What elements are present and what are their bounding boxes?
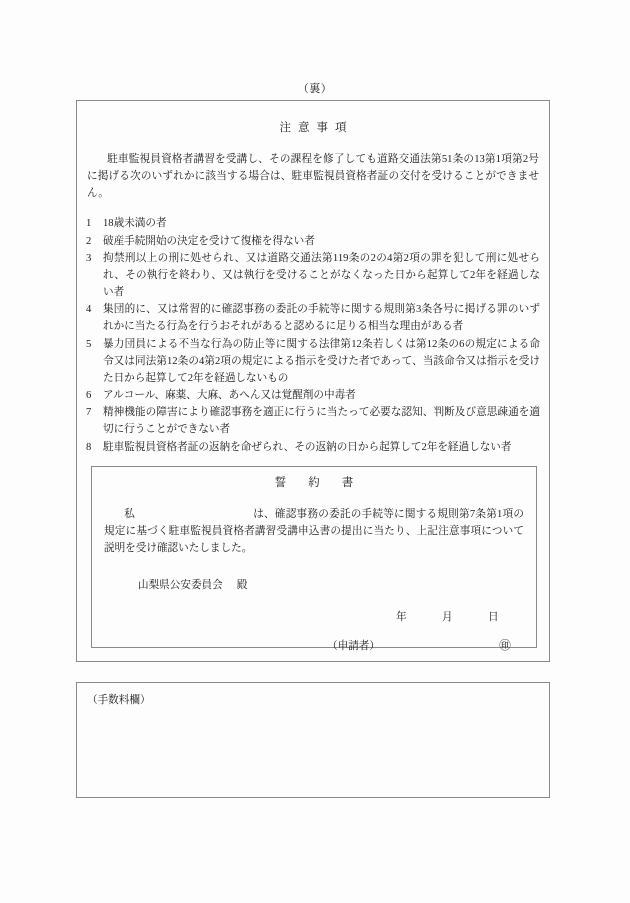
applicant-signature-line [92, 637, 512, 653]
list-item-text: アルコール、麻薬、大麻、あへん又は覚醒剤の中毒者 [103, 390, 356, 402]
list-item-text: 暴力団員による不当な行為の防止等に関する法律第12条若しくは第12条の6の規定による命令又は同法第12条の4第2項の規定による指示を受けた者であって、当該命令又は指示を受けた日から起算して2年を経過しないもの [103, 338, 540, 384]
list-item [86, 250, 540, 301]
list-item [86, 439, 540, 456]
list-item-number: 5 [86, 338, 92, 350]
applicant-label: （申請者） [327, 640, 380, 652]
pledge-box [91, 466, 537, 653]
list-item [86, 404, 540, 438]
pledge-body-main: は、確認事務の委託の手続等に関する規則第7条第1項の規定に基づく駐車監視員資格者講習受講申込書の提出に当たり、上記注意事項について説明を受け確認いたしました。 [104, 509, 525, 555]
list-item-text: 拘禁刑以上の刑に処せられ、又は道路交通法第119条の2の4第2項の罪を犯して刑に処せられ、その執行を終わり、又は執行を受けることがなくなった日から起算して2年を経過しない者 [103, 252, 540, 299]
pledge-body-prefix: 私 [124, 509, 135, 520]
list-item-number: 6 [86, 390, 92, 402]
page-side-mark: （裏） [297, 83, 333, 95]
list-item-text: 精神機能の障害により確認事務を適正に行うに当たって必要な認知、判断及び意思疎通を適切に行うことができない者 [103, 407, 540, 436]
list-item-number: 8 [86, 441, 92, 453]
addressee-honorific: 殿 [236, 580, 248, 592]
pledge-body [104, 506, 524, 557]
pledge-addressee-line [138, 577, 536, 592]
notice-box [76, 100, 550, 662]
date-line [92, 609, 502, 624]
notice-lead-paragraph: 駐車監視員資格者講習を受講し、その課程を修了しても道路交通法第51条の13第1項第2号に掲げる次のいずれかに該当する場合は、駐車監視員資格者証の交付を受けることができません。 [87, 154, 539, 200]
notice-title: 注意事項 [279, 122, 354, 134]
pledge-title: 誓約書 [274, 477, 376, 489]
disqualification-list [86, 215, 540, 455]
date-month-label[interactable]: 月 [442, 612, 453, 624]
date-day-label[interactable]: 日 [488, 612, 499, 624]
seal-stamp-icon[interactable]: ㊞ [499, 640, 511, 653]
list-item [86, 301, 540, 335]
list-item-number: 4 [86, 304, 92, 316]
date-year-label[interactable]: 年 [396, 612, 407, 624]
fee-box-label: （手数料欄） [87, 695, 151, 706]
list-item-text: 破産手続開始の決定を受けて復権を得ない者 [103, 235, 315, 247]
list-item [86, 336, 540, 387]
list-item-number: 7 [86, 407, 92, 419]
fee-box [76, 682, 550, 798]
list-item-number: 3 [86, 252, 92, 264]
list-item-text: 集団的に、又は常習的に確認事務の委託の手続等に関する規則第3条各号に掲げる罪のいずれかに当たる行為を行うおそれがあると認めるに足りる相当な理由がある者 [103, 304, 540, 333]
list-item-number: 2 [86, 235, 92, 247]
list-item [86, 233, 540, 250]
list-item-number: 1 [86, 218, 92, 230]
list-item [86, 387, 540, 404]
list-item-text: 駐車監視員資格者証の返納を命ぜられ、その返納の日から起算して2年を経過しない者 [103, 441, 512, 453]
list-item-text: 18歳未満の者 [103, 218, 167, 230]
list-item [86, 215, 540, 232]
addressee-name: 山梨県公安委員会 [138, 580, 223, 592]
